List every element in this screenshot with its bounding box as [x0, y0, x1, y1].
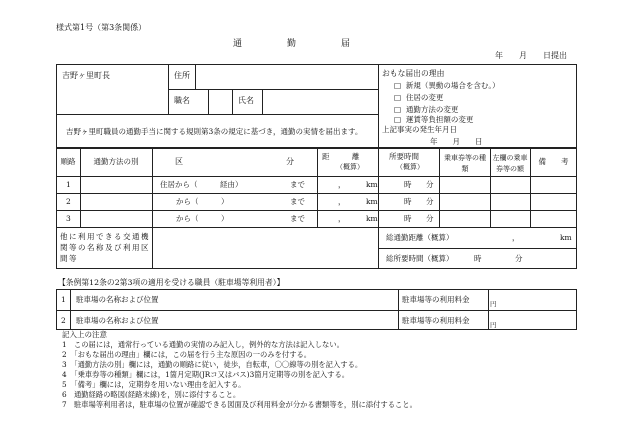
name-label: 氏名	[238, 96, 254, 105]
header-ticket: 乗車券等の種類	[444, 154, 486, 173]
row-1-km-sep: ，	[338, 180, 346, 189]
note-item: 3 「通勤方法の別」欄には，通勤の順路に従い，徒歩，自転車，〇〇線等の別を記入する。	[62, 360, 363, 369]
note-item: 5 「備考」欄には，定期券を用いない理由を記入する。	[62, 380, 246, 389]
checkbox-icon[interactable]: □	[394, 105, 402, 114]
checkbox-icon[interactable]: □	[394, 115, 402, 124]
reason-item-2[interactable]: □ 住居の変更	[394, 93, 444, 102]
reason-item-1[interactable]: □ 新規（異動の場合を含む。）	[394, 81, 500, 90]
parking-row-2-fee: 駐車場等の利用料金	[402, 316, 470, 325]
parking-row-1-location: 駐車場の名称および位置	[76, 295, 159, 304]
total-distance-label: 総通勤距離（概算）	[386, 233, 454, 242]
form-id: 様式第1号（第3条関係）	[56, 23, 147, 32]
total-distance-sep: ，	[512, 233, 520, 242]
declaration: 吉野ヶ里町職員の通勤手当に関する規則第3条の規定に基づき，通勤の実情を届出ます。	[66, 127, 363, 136]
row-1-km: km	[366, 180, 378, 189]
post-label: 職名	[174, 96, 190, 105]
row-1-no: 1	[66, 180, 71, 189]
other-transport-label: 他に利用できる交通機関等の名称及び利用区間等	[60, 232, 150, 263]
row-3-to: まで	[290, 214, 305, 223]
header-no: 順路	[60, 157, 76, 167]
note-item: 6 通勤経路の略図(経路末線)を，別に添付すること。	[62, 390, 241, 399]
header-time: 所要時間	[389, 152, 419, 161]
row-3-min: 分	[426, 214, 434, 223]
row-2-to: まで	[290, 197, 305, 206]
notes-heading: 記入上の注意	[62, 330, 107, 339]
row-2-km-sep: ，	[338, 197, 346, 206]
row-3-hour: 時	[404, 214, 412, 223]
row-1-to: まで	[290, 180, 305, 189]
row-1-from: 住居から（ 経由）	[160, 180, 243, 189]
parking-row-2-no: 2	[61, 316, 66, 325]
parking-row-2-location: 駐車場の名称および位置	[76, 316, 159, 325]
header-distance: 距 離	[322, 152, 360, 161]
row-3-no: 3	[66, 214, 71, 223]
reasons-heading: おもな届出の理由	[382, 69, 445, 78]
reason-item-3[interactable]: □ 通勤方法の変更	[394, 105, 459, 114]
total-time-m: 分	[515, 254, 523, 263]
row-1-min: 分	[426, 180, 434, 189]
page-title: 通 勤 届	[233, 39, 351, 49]
parking-row-1-unit: 円	[490, 300, 497, 308]
occurrence-label: 上記事実の発生年月日	[382, 125, 457, 134]
parking-row-2-unit: 円	[490, 321, 497, 329]
row-2-min: 分	[426, 197, 434, 206]
row-2-from: から（ ）	[176, 197, 229, 206]
row-2-hour: 時	[404, 197, 412, 206]
row-2-no: 2	[66, 197, 71, 206]
header-remarks: 備 考	[538, 157, 569, 167]
post-field[interactable]	[210, 91, 230, 111]
header-distance-sub: （概算）	[336, 163, 364, 171]
note-item: 2 「おもな届出の理由」欄には，この届を行う主な原因の一のみを付する。	[62, 350, 312, 359]
address-label: 住所	[174, 71, 190, 80]
header-time-sub: （概算）	[396, 163, 424, 171]
parking-row-1-no: 1	[61, 295, 66, 304]
row-1-hour: 時	[404, 180, 412, 189]
header-section-end: 分	[286, 157, 294, 166]
reason-item-4[interactable]: □ 運賃等負担額の変更	[394, 115, 474, 124]
total-time-label: 総所要時間（概算）	[386, 254, 454, 263]
checkbox-icon[interactable]: □	[394, 81, 402, 90]
occurrence-date: 年 月 日	[430, 137, 483, 146]
total-time-h: 時	[474, 254, 482, 263]
row-3-from: から（ ）	[176, 214, 229, 223]
header-section: 区	[175, 157, 183, 166]
note-item: 4 「乗車券等の種類」欄には，1箇月定期(JRコ又はバス)3箇月定期等の別を記入する。	[62, 370, 350, 379]
row-2-km: km	[366, 197, 378, 206]
recipient: 吉野ヶ里町長	[62, 71, 110, 80]
note-item: 7 駐車場等利用者は，駐車場の位置が確認できる図面及び利用料金が分かる書類等を，別に添付すること。	[62, 400, 417, 409]
checkbox-icon[interactable]: □	[394, 93, 402, 102]
note-item: 1 この届には，通常行っている通勤の実情のみ記入し，例外的な方法は記入しない。	[62, 340, 344, 349]
parking-row-1-fee: 駐車場等の利用料金	[402, 295, 470, 304]
header-method: 通勤方法の別	[93, 157, 139, 167]
parking-heading: 【条例第12条の2第3項の適用を受ける職員（駐車場等利用者）】	[58, 278, 285, 287]
address-field[interactable]	[199, 66, 374, 86]
row-3-km: km	[366, 214, 378, 223]
submission-date: 年 月 日提出	[495, 51, 567, 60]
row-3-km-sep: ，	[338, 214, 346, 223]
header-left-ticket: 左欄の乗車券等の額	[492, 154, 528, 173]
name-field[interactable]	[264, 91, 376, 111]
total-distance-unit: km	[560, 233, 572, 242]
